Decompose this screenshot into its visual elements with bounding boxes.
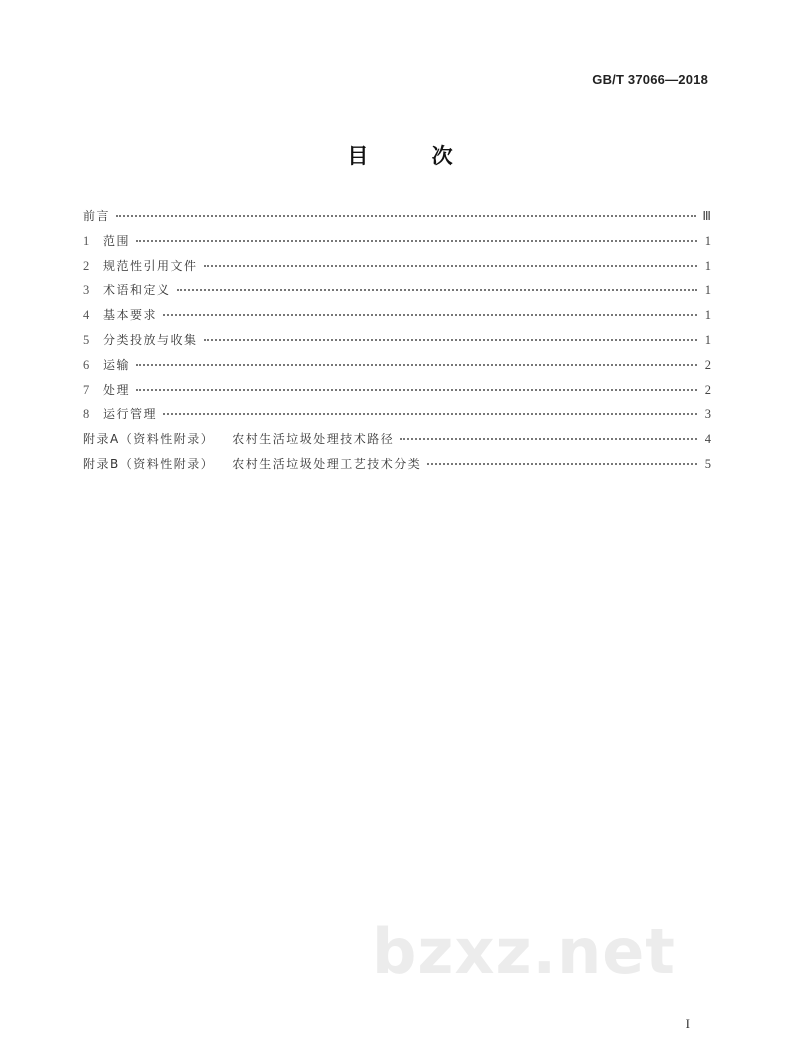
toc-entry[interactable] bbox=[83, 378, 711, 403]
toc-entry-label: 附录B（资料性附录） bbox=[83, 456, 215, 471]
toc-entry-number: 6 bbox=[83, 357, 90, 372]
toc-entry-label: 范围 bbox=[103, 233, 131, 248]
toc-leader-dots bbox=[163, 412, 697, 415]
toc-entry[interactable] bbox=[83, 452, 711, 477]
toc-entry-page: 1 bbox=[704, 332, 711, 347]
toc-entry[interactable] bbox=[83, 303, 711, 328]
toc-entry-label: 运行管理 bbox=[103, 407, 158, 422]
toc-entry-label: 分类投放与收集 bbox=[103, 332, 198, 347]
toc-leader-dots bbox=[204, 264, 697, 267]
toc-leader-dots bbox=[136, 363, 697, 366]
toc-leader-dots bbox=[204, 338, 697, 341]
toc-entry[interactable] bbox=[83, 229, 711, 254]
toc-entry-page: 2 bbox=[704, 357, 711, 372]
toc-entry[interactable] bbox=[83, 427, 711, 452]
toc-entry-subtitle: 农村生活垃圾处理工艺技术分类 bbox=[232, 456, 422, 471]
toc-leader-dots bbox=[163, 313, 697, 316]
toc-entry-number: 7 bbox=[83, 382, 90, 397]
toc-entry[interactable] bbox=[83, 204, 711, 229]
toc-entry-page: Ⅲ bbox=[702, 209, 711, 223]
page-number: I bbox=[685, 1016, 690, 1031]
toc-entry-number: 2 bbox=[83, 258, 90, 273]
table-of-contents bbox=[83, 204, 711, 477]
toc-leader-dots bbox=[400, 437, 697, 440]
toc-entry[interactable] bbox=[83, 328, 711, 353]
toc-leader-dots bbox=[116, 214, 696, 217]
toc-entry-number: 8 bbox=[83, 407, 90, 422]
toc-entry-page: 4 bbox=[704, 432, 711, 447]
toc-entry-label: 处理 bbox=[103, 382, 131, 397]
toc-entry-page: 2 bbox=[704, 382, 711, 397]
toc-leader-dots bbox=[427, 462, 697, 465]
toc-title: 目 次 bbox=[347, 144, 481, 168]
toc-entry-label: 规范性引用文件 bbox=[103, 258, 198, 273]
toc-entry-number: 3 bbox=[83, 283, 90, 298]
toc-entry-number: 4 bbox=[83, 308, 90, 323]
toc-entry-number: 5 bbox=[83, 332, 90, 347]
toc-entry[interactable] bbox=[83, 254, 711, 279]
toc-entry-label: 运输 bbox=[103, 357, 131, 372]
toc-entry-page: 5 bbox=[704, 456, 711, 471]
toc-leader-dots bbox=[177, 288, 697, 291]
toc-entry-number: 1 bbox=[83, 233, 90, 248]
toc-entry-page: 1 bbox=[704, 233, 711, 248]
toc-entry-page: 1 bbox=[704, 258, 711, 273]
toc-leader-dots bbox=[136, 239, 697, 242]
toc-entry-label: 前言 bbox=[83, 209, 111, 223]
toc-entry-label: 基本要求 bbox=[103, 308, 158, 323]
toc-entry-label: 附录A（资料性附录） bbox=[83, 432, 215, 447]
watermark: bzxz.net bbox=[372, 915, 676, 988]
toc-entry-page: 1 bbox=[704, 308, 711, 323]
toc-entry[interactable] bbox=[83, 353, 711, 378]
toc-leader-dots bbox=[136, 388, 697, 391]
toc-entry[interactable] bbox=[83, 278, 711, 303]
toc-entry-page: 3 bbox=[704, 407, 711, 422]
standard-number: GB/T 37066—2018 bbox=[592, 72, 708, 87]
toc-entry-subtitle: 农村生活垃圾处理技术路径 bbox=[232, 432, 395, 447]
toc-entry[interactable] bbox=[83, 402, 711, 427]
toc-entry-label: 术语和定义 bbox=[103, 283, 171, 298]
toc-entry-page: 1 bbox=[704, 283, 711, 298]
